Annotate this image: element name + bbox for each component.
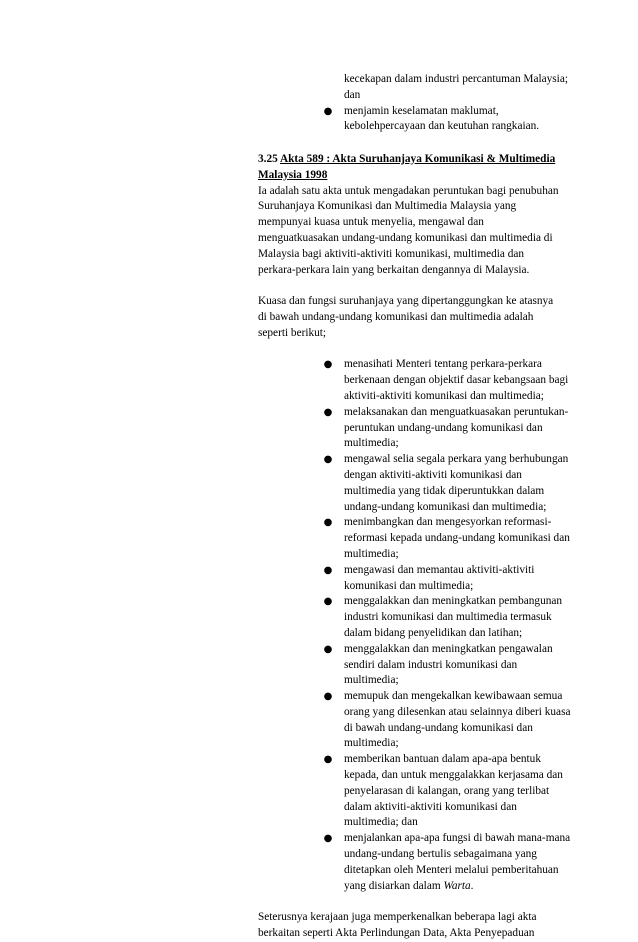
list-item: [322, 452, 572, 515]
bullet-icon: ●: [323, 517, 333, 529]
bullet-icon: ●: [323, 406, 333, 418]
bullet-icon: ●: [323, 596, 333, 608]
list-item: [322, 515, 572, 562]
list-item: [322, 689, 572, 752]
section-intro: Ia adalah satu akta untuk mengadakan peruntukan bagi penubuhan Suruhanjaya Komunikasi dan Multimedia Malaysia yang mempunyai kuasa untuk menyelia, mengawal dan menguatkuasakan undang-undang komunikasi dan multimedia di Malaysia bagi aktiviti-aktiviti komunikasi, multimedia dan perkara-perkara lain yang berkaitan dengannya di Malaysia.: [258, 184, 559, 276]
warta-word: Warta: [443, 879, 471, 892]
bullet-icon: ●: [323, 833, 333, 845]
list-item: [322, 357, 572, 404]
list-item-text: kecekapan dalam industri percantuman Malaysia; dan: [344, 73, 568, 101]
section-body: [258, 152, 571, 942]
list-item-text: menasihati Menteri tentang perkara-perkara berkenaan dengan objektif dasar kebangsaan bagi aktiviti-aktiviti komunikasi dan multimedia;: [344, 358, 569, 402]
list-item-text: memberikan bantuan dalam apa-apa bentuk kepada, dan untuk menggalakkan kerjasama dan penyelarasan di kalangan, orang yang terlibat dalam aktiviti-aktiviti komunikasi dan multimedia; dan: [344, 753, 563, 829]
continued-list: [322, 72, 572, 135]
list-item-text: menjamin keselamatan maklumat, kebolehpercayaan dan keutuhan rangkaian.: [344, 104, 540, 133]
section-title: Akta 589 : Akta Suruhanjaya Komunikasi & Multimedia Malaysia 1998: [258, 153, 556, 181]
list-item: [322, 104, 572, 136]
list-item-end: .: [470, 879, 474, 892]
bullet-icon: ●: [323, 359, 333, 371]
bullet-icon: ●: [323, 754, 333, 766]
bullet-icon: ●: [323, 691, 333, 703]
list-item-text: menggalakkan dan meningkatkan pembangunan industri komunikasi dan multimedia termasuk dalam bidang penyelidikan dan latihan;: [344, 595, 563, 639]
list-item-text: mengawasi dan memantau aktiviti-aktiviti komunikasi dan multimedia;: [344, 563, 535, 592]
powers-intro: Kuasa dan fungsi suruhanjaya yang dipertanggungkan ke atasnya di bawah undang-undang komunikasi dan multimedia adalah seperti berikut;: [258, 295, 554, 339]
section-heading: [258, 152, 564, 184]
list-item: [322, 405, 572, 452]
powers-list: [322, 357, 572, 894]
bullet-icon: ●: [323, 564, 333, 576]
list-item: [322, 752, 572, 831]
list-item: [322, 563, 572, 595]
bullet-icon: ●: [323, 105, 333, 117]
bullet-icon: ●: [323, 643, 333, 655]
section-number: 3.25: [258, 153, 278, 165]
list-item-text: menggalakkan dan meningkatkan pengawalan sendiri dalam industri komunikasi dan multimedia;: [344, 642, 553, 687]
closing-paragraph: Seterusnya kerajaan juga memperkenalkan beberapa lagi akta berkaitan seperti Akta Perlindungan Data, Akta Penyepaduan: [258, 911, 537, 940]
list-item-text: menimbangkan dan mengesyorkan reformasi-reformasi kepada undang-undang komunikasi dan multimedia;: [344, 516, 570, 560]
list-item: [322, 72, 572, 104]
list-item-text: menjalankan apa-apa fungsi di bawah mana-mana undang-undang bertulis sebagaimana yang ditetapkan oleh Menteri melalui pemberitahuan yang disiarkan dalam: [344, 832, 571, 892]
list-item: [322, 642, 572, 689]
list-item-text: memupuk dan mengekalkan kewibawaan semua orang yang dilesenkan atau selainnya diberi kuasa di bawah undang-undang komunikasi dan multimedia;: [344, 690, 571, 750]
list-item: [322, 831, 572, 894]
list-item: [322, 594, 572, 641]
list-item-text: melaksanakan dan menguatkuasakan peruntukan-peruntukan undang-undang komunikasi dan multimedia;: [344, 405, 569, 450]
list-item-text: mengawal selia segala perkara yang berhubungan dengan aktiviti-aktiviti komunikasi dan multimedia yang tidak diperuntukkan dalam undang-undang komunikasi dan multimedia;: [344, 453, 569, 513]
bullet-icon: ●: [323, 454, 333, 466]
